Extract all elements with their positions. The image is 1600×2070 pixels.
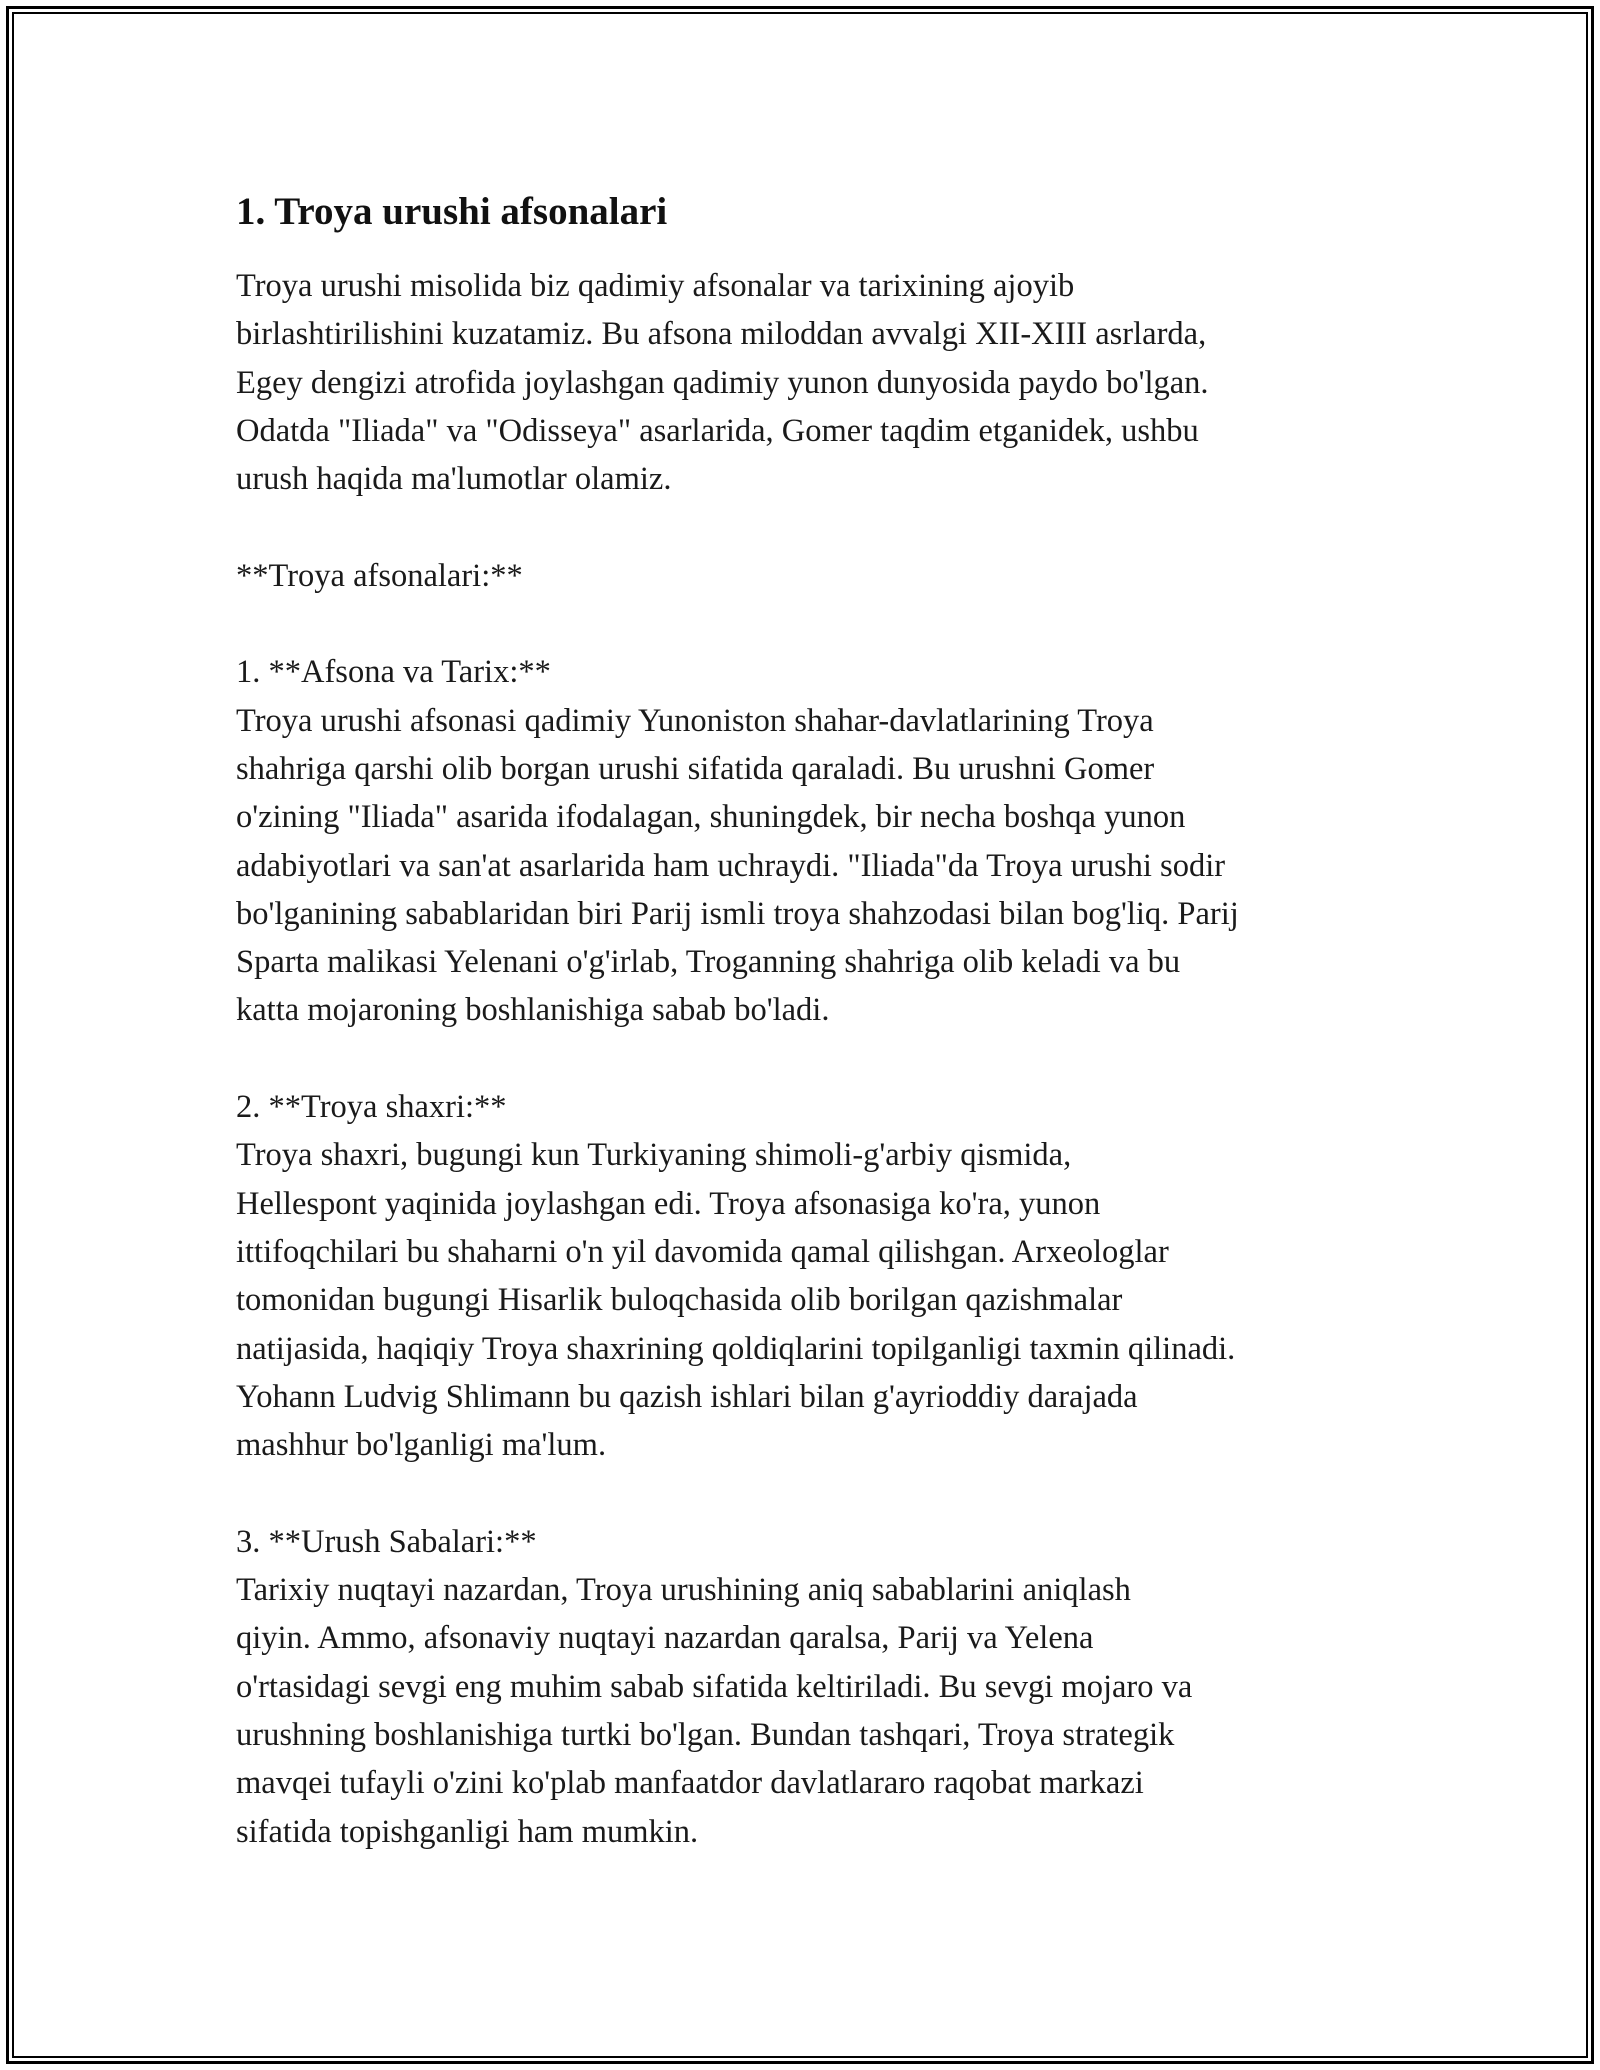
section-heading-2: 2. **Troya shaxri:** bbox=[236, 1089, 507, 1126]
document-body bbox=[236, 186, 1386, 1856]
paragraph-gap bbox=[236, 1469, 1386, 1517]
section-body-2: Troya shaxri, bugungi kun Turkiyaning shimoli-g'arbiy qismida, Hellespont yaqinida joylashgan edi. Troya afsonasiga ko'ra, yunon ittifoqchilari bu shaharni o'n yil davomida qamal qilishgan. Arxeologlar tomonidan bugungi Hisarlik buloqchasida olib borilgan qazishmalar natijasida, haqiqiy Troya shaxrining qoldiqlarini topilganligi taxmin qilinadi. Yohann Ludvig Shlimann bu qazish ishlari bilan g'ayrioddiy darajada mashhur bo'lganligi ma'lum. bbox=[236, 1137, 1236, 1464]
paragraph-gap bbox=[236, 1035, 1386, 1083]
section-body-1: Troya urushi afsonasi qadimiy Yunoniston shahar-davlatlarining Troya shahriga qarshi olib borgan urushi sifatida qaraladi. Bu urushni Gomer o'zining "Iliada" asarida ifodalagan, shuningdek, bir necha boshqa yunon adabiyotlari va san'at asarlarida ham uchraydi. "Iliada"da Troya urushi sodir bo'lganining sabablaridan biri Parij ismli troya shahzodasi bilan bog'liq. Parij Sparta malikasi Yelenani o'g'irlab, Troganning shahriga olib keladi va bu katta mojaroning boshlanishiga sabab bo'ladi. bbox=[236, 702, 1239, 1029]
paragraph-gap bbox=[236, 503, 1386, 551]
section-heading-1: 1. **Afsona va Tarix:** bbox=[236, 654, 551, 691]
paragraph-gap bbox=[236, 600, 1386, 648]
intro-paragraph: Troya urushi misolida biz qadimiy afsonalar va tarixining ajoyib birlashtirilishini kuzatamiz. Bu afsona miloddan avvalgi XII-XIII asrlarda, Egey dengizi atrofida joylashgan qadimiy yunon dunyosida paydo bo'lgan. Odatda "Iliada" va "Odisseya" asarlarida, Gomer taqdim etganidek, ushbu urush haqida ma'lumotlar olamiz. bbox=[236, 268, 1209, 498]
section-body-3: Tarixiy nuqtayi nazardan, Troya urushining aniq sabablarini aniqlash qiyin. Ammo, afsonaviy nuqtayi nazardan qaralsa, Parij va Yelena o'rtasidagi sevgi eng muhim sabab sifatida keltiriladi. Bu sevgi mojaro va urushning boshlanishiga turtki bo'lgan. Bundan tashqari, Troya strategik mavqei tufayli o'zini ko'plab manfaatdor davlatlararo raqobat markazi sifatida topishganligi ham mumkin. bbox=[236, 1572, 1193, 1850]
section-heading-3: 3. **Urush Sabalari:** bbox=[236, 1523, 537, 1560]
subheading: **Troya afsonalari:** bbox=[236, 557, 523, 594]
document-title: 1. Troya urushi afsonalari bbox=[236, 190, 668, 233]
